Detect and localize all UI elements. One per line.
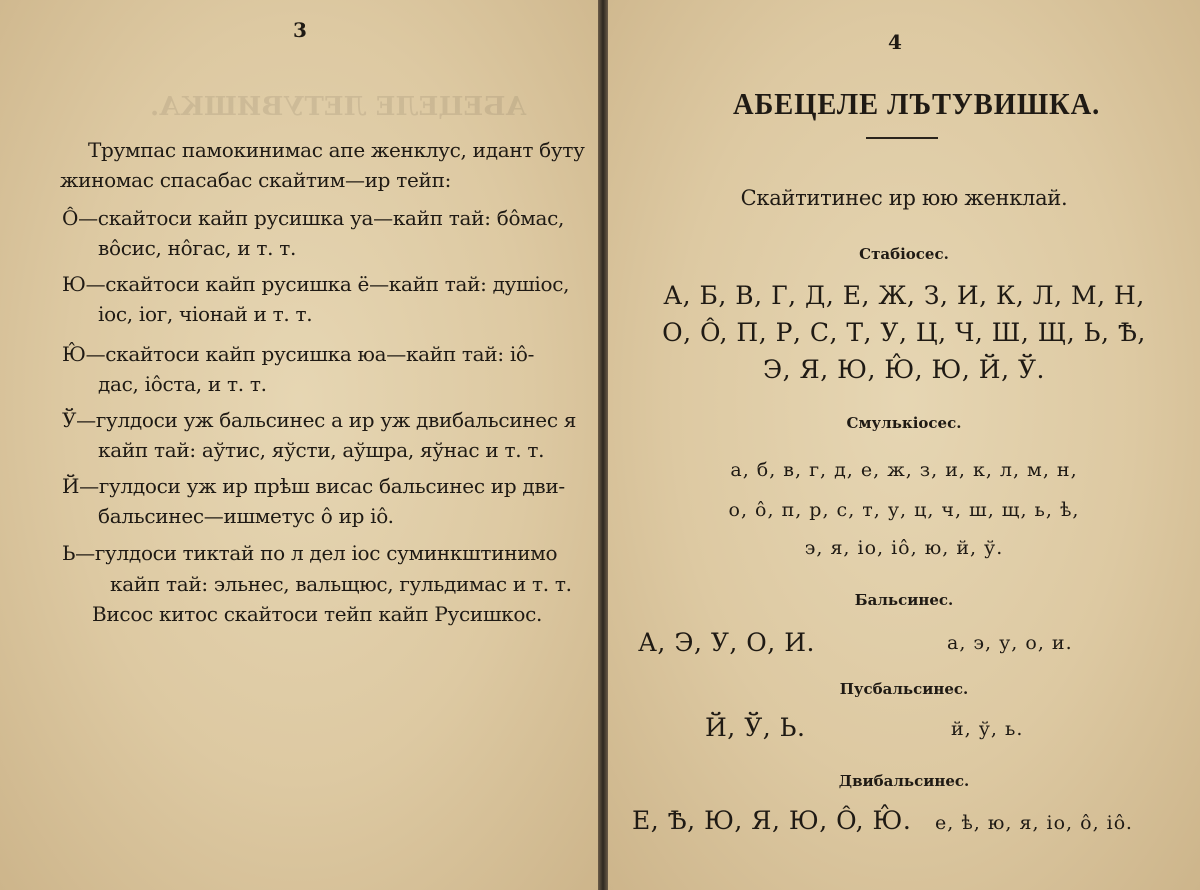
diphthongs-uppercase: Е, Ѣ, Ю, Я, Ю, Ô, Ю̂. [632,806,912,835]
semivowels-uppercase: Й, Ў, Ь. [705,713,806,742]
intro-line-1: Трумпас памокинимас апе женклус, идант буту [88,138,585,162]
section-header-pusbalsines: Пусбальсинес. [839,680,969,698]
uppercase-row-1: А, Б, В, Г, Д, Е, Ж, З, И, К, Л, М, Н, [663,281,1145,310]
rule-yua-line-1: Ю̂—скайтоси кайп русишка юа—кайп тай: iô- [62,342,535,366]
left-page [0,0,598,890]
diphthongs-lowercase: е, ѣ, ю, я, iо, ô, iô. [935,812,1133,834]
rule-short-u-line-1: Ў—гулдоси уж бальсинес а ир уж двибальсинес я [62,408,577,432]
rule-short-i-line-1: Й—гулдоси уж ир прѣш висас бальсинес ир дви- [62,474,565,498]
title-rule [866,137,938,139]
closing-line: Висос китос скайтоси тейп кайп Русишкос. [92,602,543,626]
vowels-uppercase: А, Э, У, О, И. [638,628,815,657]
right-page [608,0,1200,890]
rule-short-i-line-2: бальсинес—ишметус ô ир iô. [98,504,394,528]
book-gutter [598,0,608,890]
rule-yo-line-1: Ю—скайтоси кайп русишка ё—кайп тай: душiос, [62,272,570,296]
section-header-smulkiosis: Смулькiосес. [846,414,962,432]
rule-o-line-1: Ô—скайтоси кайп русишка уа—кайп тай: бôмас, [62,206,565,230]
lowercase-row-3: э, я, iо, iô, ю, й, ў. [804,537,1004,559]
page-title: АБЕЦЕЛЕ ЛЪТУВИШКА. [733,86,1101,121]
page-number: 4 [888,30,902,54]
vowels-lowercase: а, э, у, о, и. [947,632,1073,654]
bleed-through-title: АБЕЦЕЛЕ ЛЕТУВИШКА. [150,92,527,122]
uppercase-row-3: Э, Я, Ю, Ю̂, Ю, Й, Ў. [763,355,1045,384]
lowercase-row-2: о, ô, п, р, с, т, у, ц, ч, ш, щ, ь, ѣ, [728,499,1080,521]
subtitle: Скайтитинес ир юю женклай. [740,186,1068,210]
page-number: 3 [293,18,307,42]
rule-yua-line-2: дас, iôста, и т. т. [98,372,267,396]
rule-short-u-line-2: кайп тай: аўтис, яўсти, аўшра, яўнас и т. т. [98,438,545,462]
rule-soft-sign-line-1: Ь—гулдоси тиктай по л дел iос суминкштинимо [62,541,558,565]
section-header-dvibalsines: Двибальсинес. [838,772,970,790]
rule-o-line-2: вôсис, нôгас, и т. т. [98,236,297,260]
semivowels-lowercase: й, ў, ь. [951,718,1024,740]
uppercase-row-2: О, Ô, П, Р, С, Т, У, Ц, Ч, Ш, Щ, Ь, Ѣ, [662,318,1146,347]
section-header-balsines: Бальсинес. [854,591,954,609]
rule-yo-line-2: iос, iог, чiонай и т. т. [98,302,313,326]
rule-soft-sign-line-2: кайп тай: эльнес, вальщюс, гульдимас и т. т. [110,572,572,596]
lowercase-row-1: а, б, в, г, д, е, ж, з, и, к, л, м, н, [730,459,1078,481]
section-header-stabiosis: Стабiосес. [859,245,949,263]
intro-line-2: жиномас спасабас скайтим—ир тейп: [60,168,452,192]
